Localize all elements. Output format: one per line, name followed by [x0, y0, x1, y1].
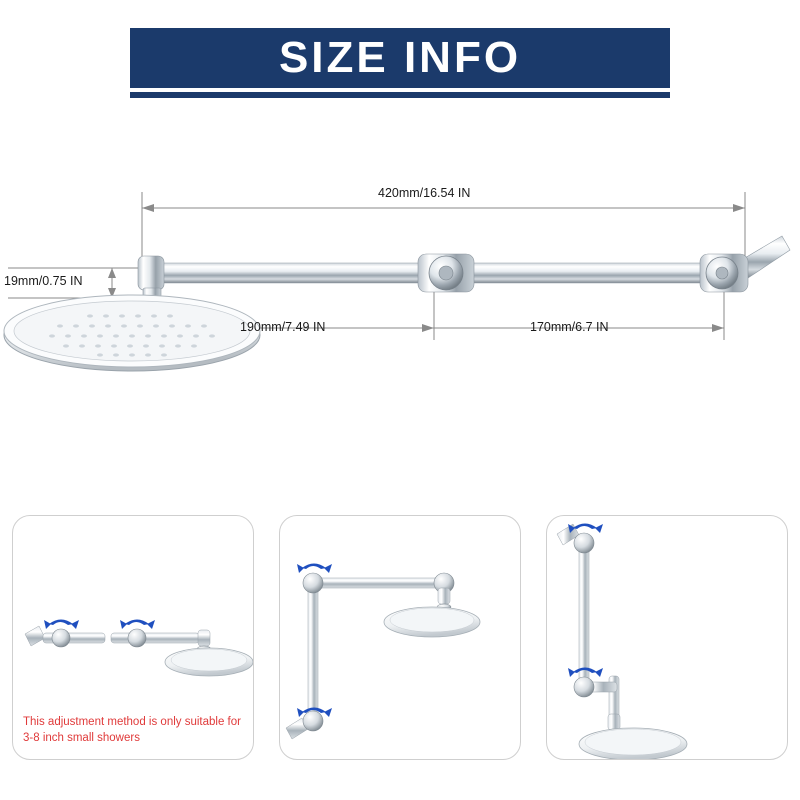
main-diagram	[0, 150, 800, 410]
dimension-label-lower-arm: 190mm/7.49 IN	[240, 320, 326, 334]
middle-swivel-joint	[418, 254, 474, 292]
shower-head	[4, 295, 260, 371]
card-adjustment-vertical	[546, 515, 788, 760]
card-2-illustration	[280, 516, 521, 760]
banner-underline	[130, 92, 670, 98]
wall-swivel-joint	[700, 254, 748, 292]
page-title: SIZE INFO	[278, 33, 522, 82]
lower-arm-tube	[152, 263, 442, 283]
dimension-label-connector-height: 19mm/0.75 IN	[4, 274, 83, 288]
card-3-illustration	[547, 516, 788, 760]
adjustment-cards	[0, 505, 800, 770]
upper-arm-tube	[452, 263, 722, 283]
dimension-label-upper-arm: 170mm/6.7 IN	[530, 320, 609, 334]
dimension-label-total-length: 420mm/16.54 IN	[378, 186, 471, 200]
header-banner	[130, 28, 670, 88]
card-adjustment-horizontal	[12, 515, 254, 760]
card-note-text: This adjustment method is only suitable for 3-8 inch small showers	[23, 715, 241, 745]
rotation-arrow-icon	[44, 620, 155, 630]
card-adjustment-stepped	[279, 515, 521, 760]
